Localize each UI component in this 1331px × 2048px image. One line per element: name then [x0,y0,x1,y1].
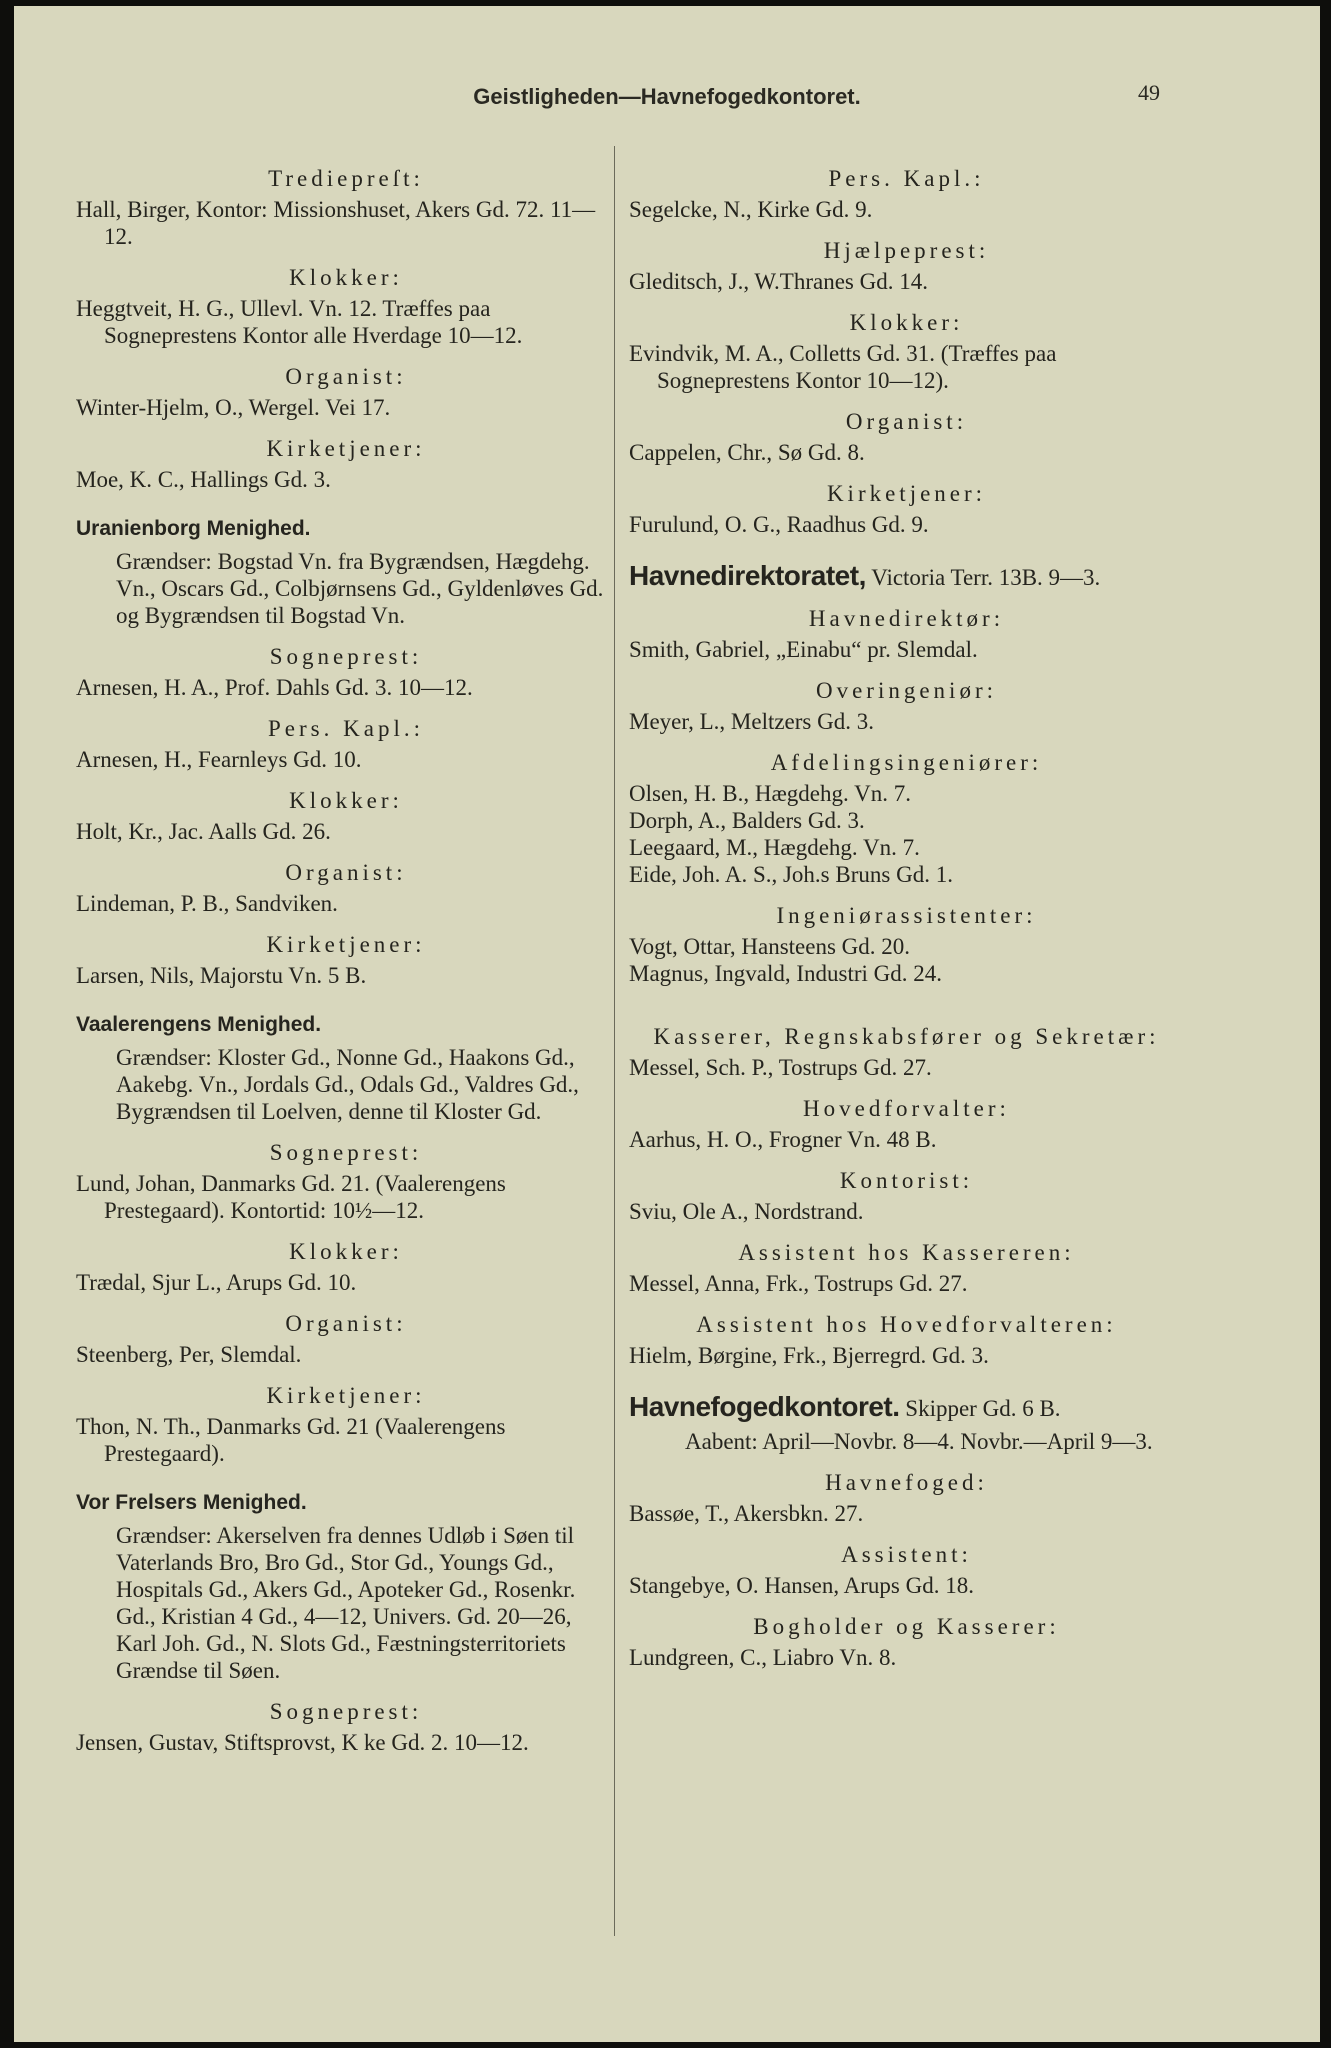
directory-entry: Dorph, A., Balders Gd. 3. [629,808,865,833]
parish-heading: Uranienborg Menighed. [76,517,311,540]
role-heading: Hovedforvalter: [803,1096,1010,1121]
directory-entry: Holt, Kr., Jac. Aalls Gd. 26. [76,819,331,844]
directory-entry: Moe, K. C., Hallings Gd. 3. [76,467,331,492]
directory-entry: Meyer, L., Meltzers Gd. 3. [629,709,874,734]
boundary-description: Grændser: Bogstad Vn. fra Bygrændsen, Hægdehg. Vn., Oscars Gd., Colbjørnsens Gd., Gyldenløves Gd. og Bygrændsen til Bogstad Vn. [116,549,604,628]
directory-entry: Hall, Birger, Kontor: Missionshuset, Akers Gd. 72. 11—12. [76,197,596,249]
directory-entry: Cappelen, Chr., Sø Gd. 8. [629,440,865,465]
directory-entry: Sviu, Ole A., Nordstrand. [629,1199,864,1224]
role-heading: Pers. Kapl.: [828,166,985,191]
document-page [14,6,1320,2042]
directory-entry: Hielm, Børgine, Frk., Bjerregrd. Gd. 3. [629,1343,989,1368]
directory-entry: Evindvik, M. A., Colletts Gd. 31. (Træffes paa Sogneprestens Kontor 10—12). [629,341,1057,393]
role-heading: Sogneprest: [269,1140,423,1165]
role-heading: Assistent hos Kassereren: [738,1240,1075,1265]
role-heading: Organist: [845,409,968,434]
directory-entry: Furulund, O. G., Raadhus Gd. 9. [629,512,929,537]
role-heading: Klokker: [289,1239,403,1264]
right-column [629,151,1184,1671]
directory-entry: Steenberg, Per, Slemdal. [76,1342,302,1367]
boundary-description: Grændser: Kloster Gd., Nonne Gd., Haakons Gd., Aakebg. Vn., Jordals Gd., Odals Gd., Valdres Gd., Bygrændsen til Loelven, denne til Kloster Gd. [116,1045,579,1124]
directory-entry: Olsen, H. B., Hægdehg. Vn. 7. [629,781,911,806]
office-name: Havnedirektoratet, [629,560,866,591]
directory-entry: Segelcke, N., Kirke Gd. 9. [629,197,873,222]
directory-entry: Jensen, Gustav, Stiftsprovst, K ke Gd. 2. 10—12. [76,1730,529,1755]
role-heading: Pers. Kapl.: [268,716,424,741]
office-heading [629,1393,1184,1422]
role-heading: Overingeniør: [815,678,997,703]
directory-entry: Magnus, Ingvald, Industri Gd. 24. [629,961,943,986]
role-heading: Ingeniørassistenter: [776,903,1037,928]
directory-entry: Gleditsch, J., W.Thranes Gd. 14. [629,269,928,294]
directory-entry: Eide, Joh. A. S., Joh.s Bruns Gd. 1. [629,862,953,887]
role-heading: Organist: [285,364,407,389]
role-heading: Trediepreſt: [268,166,424,191]
office-address: Skipper Gd. 6 B. [899,1396,1061,1421]
office-address: Victoria Terr. 13B. 9—3. [865,565,1101,590]
role-heading: Kirketjener: [826,481,987,506]
page-number: 49 [1138,80,1160,105]
directory-entry: Larsen, Nils, Majorstu Vn. 5 B. [76,963,367,988]
role-heading: Organist: [285,1311,407,1336]
directory-entry: Winter-Hjelm, O., Wergel. Vei 17. [76,395,391,420]
role-heading: Klokker: [849,310,964,335]
role-heading: Kontorist: [839,1168,974,1193]
directory-entry: Arnesen, H., Fearnleys Gd. 10. [76,747,362,772]
boundary-description: Grændser: Akerselven fra dennes Udløb i Søen til Vaterlands Bro, Bro Gd., Stor Gd., Youngs Gd., Hospitals Gd., Akers Gd., Apoteker Gd., Rosenkr. Gd., Kristian 4 Gd., 4—12, Univers. Gd. 20—26, Karl Joh. Gd., N. Slots Gd., Fæstningsterritoriets Grændse til Søen. [116,1523,576,1683]
left-column [76,151,616,1756]
directory-entry: Thon, N. Th., Danmarks Gd. 21 (Vaalerengens Prestegaard). [76,1414,506,1466]
role-heading: Klokker: [289,265,403,290]
role-heading: Kirketjener: [266,932,426,957]
directory-entry: Aarhus, H. O., Frogner Vn. 48 B. [629,1127,937,1152]
directory-entry: Stangebye, O. Hansen, Arups Gd. 18. [629,1573,974,1598]
office-hours: Aabent: April—Novbr. 8—4. Novbr.—April 9—3. [685,1429,1153,1454]
spacer [629,987,1184,1009]
directory-entry: Lundgreen, C., Liabro Vn. 8. [629,1645,897,1670]
directory-entry: Messel, Sch. P., Tostrups Gd. 27. [629,1055,932,1080]
role-heading: Bogholder og Kasserer: [753,1614,1060,1639]
role-heading: Havnefoged: [825,1470,988,1495]
role-heading: Kasserer, Regnskabsfører og Sekretær: [653,1024,1160,1049]
page-title: Geistligheden—Havnefogedkontoret. [473,84,861,109]
directory-entry: Smith, Gabriel, „Einabu“ pr. Slemdal. [629,637,978,662]
role-heading: Hjælpeprest: [823,238,990,263]
role-heading: Assistent hos Hovedforvalteren: [696,1312,1117,1337]
role-heading: Klokker: [289,788,403,813]
parish-heading: Vaalerengens Menighed. [76,1013,322,1036]
role-heading: Assistent: [841,1542,972,1567]
directory-entry: Arnesen, H. A., Prof. Dahls Gd. 3. 10—12. [76,675,473,700]
role-heading: Kirketjener: [266,436,426,461]
role-heading: Sogneprest: [269,644,423,669]
directory-entry: Messel, Anna, Frk., Tostrups Gd. 27. [629,1271,968,1296]
role-heading: Organist: [285,860,407,885]
role-heading: Afdelingsingeniører: [770,750,1043,775]
office-heading [629,562,1184,591]
role-heading: Sogneprest: [269,1699,423,1724]
role-heading: Kirketjener: [266,1383,426,1408]
directory-entry: Heggtveit, H. G., Ullevl. Vn. 12. Træffes paa Sogneprestens Kontor alle Hverdage 10—12. [76,296,523,348]
role-heading: Havnedirektør: [808,606,1005,631]
directory-entry: Trædal, Sjur L., Arups Gd. 10. [76,1270,357,1295]
directory-entry: Lindeman, P. B., Sandviken. [76,891,338,916]
directory-entry: Lund, Johan, Danmarks Gd. 21. (Vaalerengens Prestegaard). Kontortid: 10½—12. [76,1171,506,1223]
directory-entry: Vogt, Ottar, Hansteens Gd. 20. [629,934,911,959]
directory-entry: Bassøe, T., Akersbkn. 27. [629,1501,864,1526]
parish-heading: Vor Frelsers Menighed. [76,1491,307,1514]
office-name: Havnefogedkontoret. [629,1391,900,1422]
directory-entry: Leegaard, M., Hægdehg. Vn. 7. [629,835,920,860]
